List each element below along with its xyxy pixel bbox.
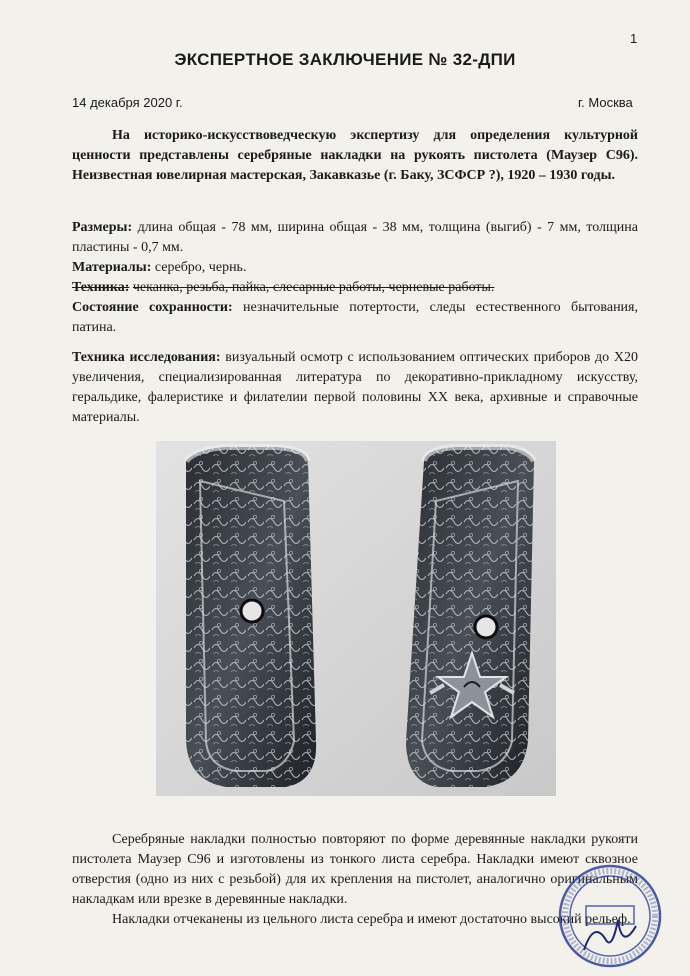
materials-value: серебро, чернь. <box>154 260 247 275</box>
materials-line <box>72 258 638 278</box>
seal-icon <box>556 862 664 970</box>
photo-image-icon <box>156 441 556 796</box>
document-title: ЭКСПЕРТНОЕ ЗАКЛЮЧЕНИЕ № 32-ДПИ <box>174 50 516 69</box>
body-paragraph: Накладки отчеканены из цельного листа серебра и имеют достаточно высокий рельеф. <box>112 912 631 927</box>
intro-paragraph: На историко-искусствоведческую экспертизу для определения культурной ценности представлены серебряные накладки на рукоять пистолета (Маузер С96). Неизвестная ювелирная мастерская, Закавказье (г. Баку, ЗСФСР ?), 1920 – 1930 годы. <box>72 128 638 183</box>
condition-line <box>72 298 638 338</box>
size-label: Размеры: <box>72 220 133 235</box>
technique-value: чеканка, резьба, пайка, слесарные работы, черневые работы. <box>132 280 495 295</box>
right-grip-icon <box>406 447 534 787</box>
document-date: 14 декабря 2020 г. <box>72 95 183 110</box>
materials-label: Материалы: <box>72 260 152 275</box>
method-label: Техника исследования: <box>72 350 221 365</box>
round-seal-stamp <box>556 862 664 970</box>
condition-label: Состояние сохранности: <box>72 300 233 315</box>
size-value: длина общая - 78 мм, ширина общая - 38 мм, толщина (выгиб) - 7 мм, толщина пластины - 0,7 мм. <box>72 220 638 255</box>
engraved-grips-photo <box>156 441 556 796</box>
page-number: 1 <box>630 31 638 46</box>
document-city: г. Москва <box>578 95 633 110</box>
condition-value: незначительные потертости, следы естественного бытования, патина. <box>72 300 638 335</box>
method-paragraph <box>72 348 638 428</box>
method-text: визуальный осмотр с использованием оптических приборов до Х20 увеличения, специализированная литература по декоративно-прикладному искусству, геральдике, фалеристике и филателии первой половины ХХ века, архивные и справочные материалы. <box>72 350 638 425</box>
left-grip-icon <box>186 447 316 787</box>
body-paragraph: Серебряные накладки полностью повторяют по форме деревянные накладки рукояти пистолета Маузер С96 и изготовлены из тонкого листа серебра. Накладки имеют сквозное отверстия (одно из них с резьбой) для их крепления на пистолет, аналогично оригинальным накладкам или врезке в деревянные накладки. <box>72 832 638 907</box>
size-line <box>72 218 638 258</box>
technique-line <box>72 278 638 298</box>
technique-label: Техника: <box>72 280 130 295</box>
properties-block <box>72 218 638 338</box>
